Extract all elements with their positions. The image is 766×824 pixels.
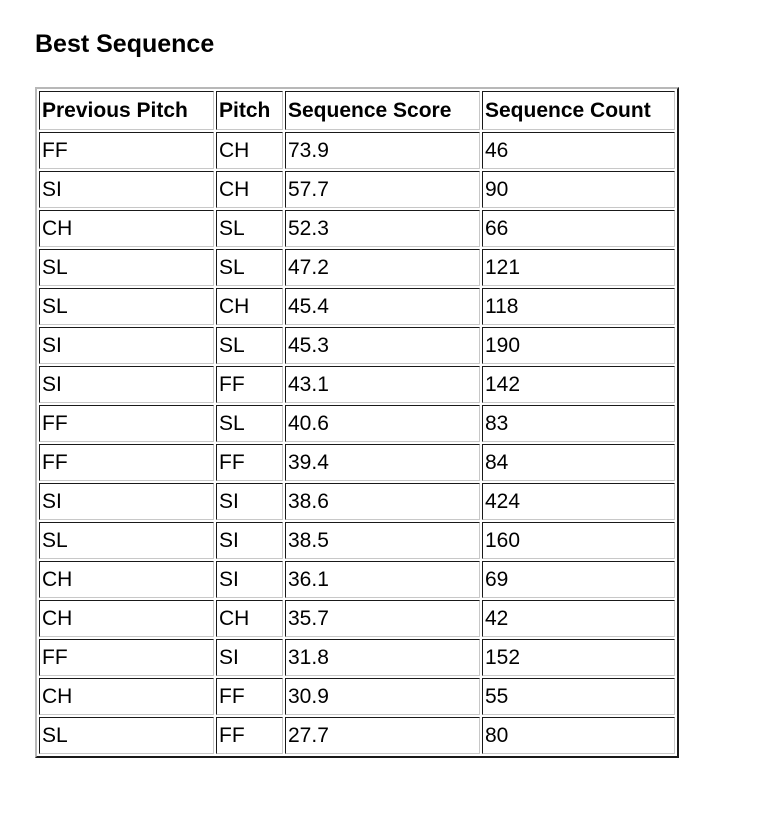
cell-pitch: CH <box>216 132 283 169</box>
cell-previous-pitch: SI <box>39 327 214 364</box>
cell-sequence-count: 83 <box>482 405 675 442</box>
cell-previous-pitch: FF <box>39 132 214 169</box>
cell-previous-pitch: FF <box>39 639 214 676</box>
cell-sequence-count: 90 <box>482 171 675 208</box>
cell-sequence-count: 84 <box>482 444 675 481</box>
cell-pitch: SL <box>216 405 283 442</box>
cell-sequence-count: 42 <box>482 600 675 637</box>
cell-sequence-score: 52.3 <box>285 210 480 247</box>
table-row <box>39 522 675 559</box>
cell-sequence-count: 46 <box>482 132 675 169</box>
cell-sequence-score: 31.8 <box>285 639 480 676</box>
cell-pitch: SL <box>216 210 283 247</box>
header-sequence-score: Sequence Score <box>285 91 480 130</box>
cell-sequence-count: 190 <box>482 327 675 364</box>
cell-sequence-count: 424 <box>482 483 675 520</box>
cell-sequence-score: 39.4 <box>285 444 480 481</box>
cell-pitch: SL <box>216 249 283 286</box>
header-sequence-count: Sequence Count <box>482 91 675 130</box>
cell-previous-pitch: FF <box>39 444 214 481</box>
cell-sequence-score: 57.7 <box>285 171 480 208</box>
table-row <box>39 249 675 286</box>
cell-sequence-count: 121 <box>482 249 675 286</box>
cell-sequence-score: 38.5 <box>285 522 480 559</box>
cell-pitch: CH <box>216 600 283 637</box>
cell-pitch: FF <box>216 717 283 754</box>
table-body <box>39 132 675 754</box>
cell-sequence-count: 66 <box>482 210 675 247</box>
cell-sequence-count: 80 <box>482 717 675 754</box>
cell-pitch: FF <box>216 444 283 481</box>
table-row <box>39 444 675 481</box>
cell-pitch: FF <box>216 678 283 715</box>
cell-previous-pitch: SI <box>39 171 214 208</box>
table-row <box>39 327 675 364</box>
cell-sequence-count: 152 <box>482 639 675 676</box>
cell-pitch: SI <box>216 483 283 520</box>
cell-previous-pitch: FF <box>39 405 214 442</box>
cell-sequence-count: 55 <box>482 678 675 715</box>
cell-previous-pitch: SI <box>39 483 214 520</box>
cell-sequence-count: 69 <box>482 561 675 598</box>
sequence-table-container <box>35 87 679 758</box>
best-sequence-table <box>35 87 679 758</box>
cell-sequence-score: 73.9 <box>285 132 480 169</box>
cell-sequence-score: 45.4 <box>285 288 480 325</box>
page-title: Best Sequence <box>35 30 215 58</box>
cell-sequence-score: 47.2 <box>285 249 480 286</box>
header-previous-pitch: Previous Pitch <box>39 91 214 130</box>
cell-sequence-score: 35.7 <box>285 600 480 637</box>
cell-pitch: SI <box>216 522 283 559</box>
cell-previous-pitch: CH <box>39 210 214 247</box>
table-header-row <box>39 91 675 130</box>
cell-pitch: CH <box>216 171 283 208</box>
table-row <box>39 639 675 676</box>
cell-previous-pitch: SL <box>39 522 214 559</box>
cell-sequence-score: 43.1 <box>285 366 480 403</box>
table-row <box>39 171 675 208</box>
cell-pitch: SI <box>216 639 283 676</box>
table-row <box>39 366 675 403</box>
cell-previous-pitch: SI <box>39 366 214 403</box>
table-row <box>39 405 675 442</box>
cell-sequence-count: 160 <box>482 522 675 559</box>
cell-previous-pitch: CH <box>39 600 214 637</box>
cell-sequence-score: 45.3 <box>285 327 480 364</box>
cell-pitch: FF <box>216 366 283 403</box>
table-row <box>39 132 675 169</box>
cell-sequence-score: 30.9 <box>285 678 480 715</box>
cell-previous-pitch: SL <box>39 717 214 754</box>
table-row <box>39 678 675 715</box>
cell-previous-pitch: SL <box>39 249 214 286</box>
cell-previous-pitch: SL <box>39 288 214 325</box>
table-row <box>39 600 675 637</box>
table-row <box>39 717 675 754</box>
cell-previous-pitch: CH <box>39 678 214 715</box>
table-row <box>39 288 675 325</box>
cell-sequence-score: 40.6 <box>285 405 480 442</box>
cell-pitch: SL <box>216 327 283 364</box>
header-pitch: Pitch <box>216 91 283 130</box>
table-row <box>39 483 675 520</box>
cell-pitch: SI <box>216 561 283 598</box>
cell-sequence-score: 38.6 <box>285 483 480 520</box>
cell-sequence-score: 27.7 <box>285 717 480 754</box>
table-row <box>39 561 675 598</box>
cell-sequence-score: 36.1 <box>285 561 480 598</box>
cell-previous-pitch: CH <box>39 561 214 598</box>
cell-sequence-count: 142 <box>482 366 675 403</box>
cell-sequence-count: 118 <box>482 288 675 325</box>
cell-pitch: CH <box>216 288 283 325</box>
table-row <box>39 210 675 247</box>
